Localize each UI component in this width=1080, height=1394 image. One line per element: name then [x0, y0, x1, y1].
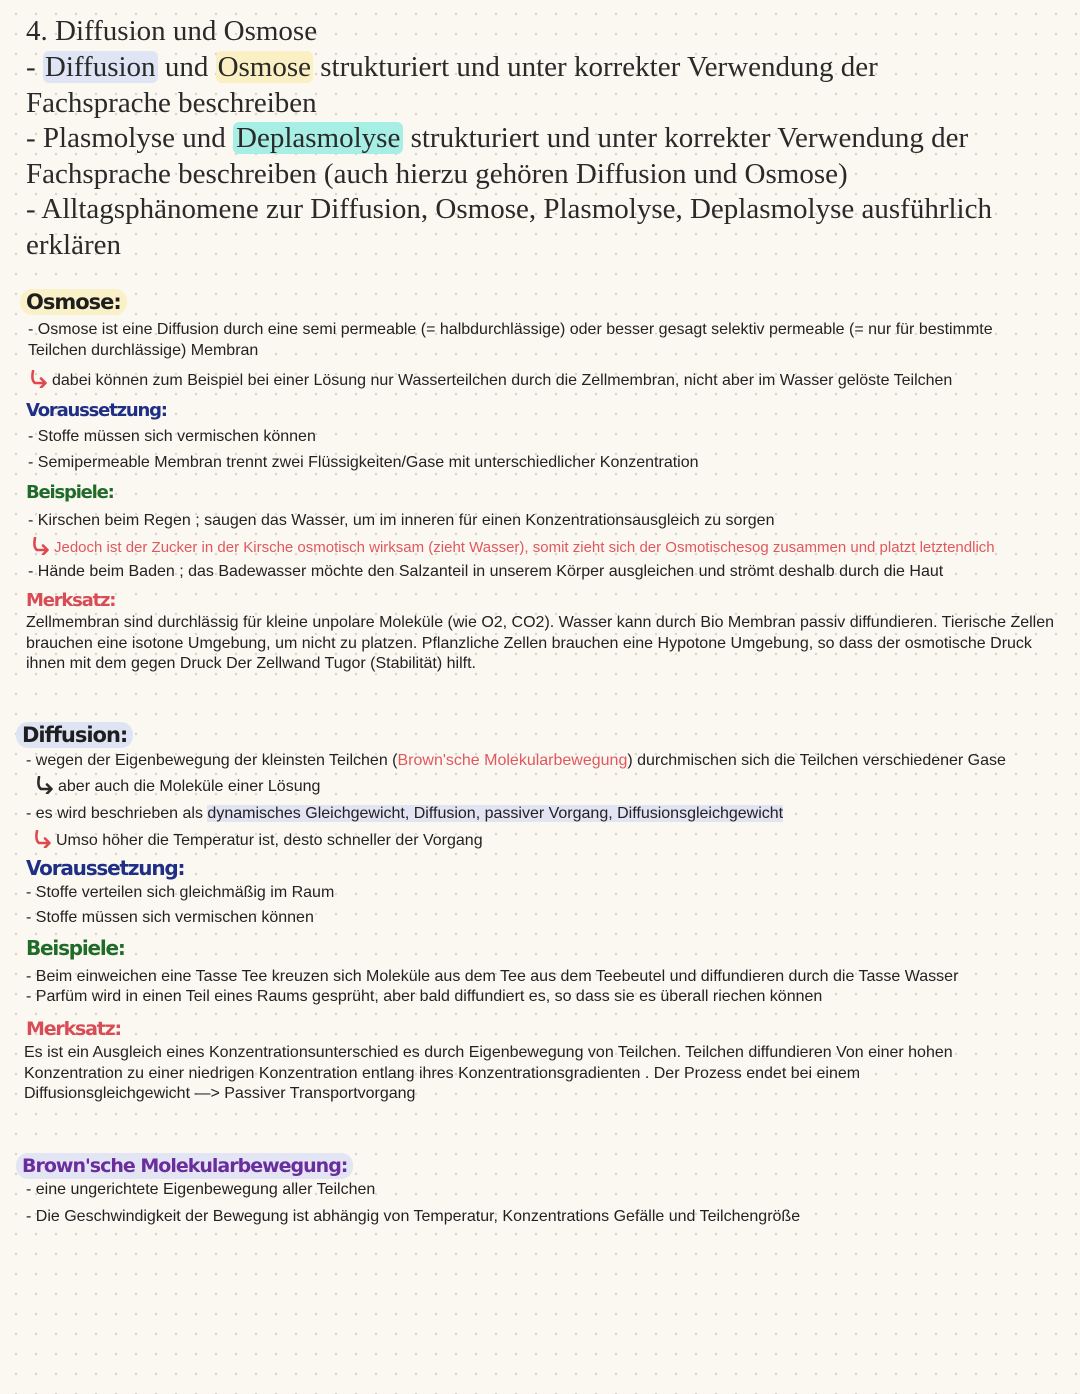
- osmose-voraussetzung-item: - Stoffe müssen sich vermischen können: [28, 428, 316, 445]
- diffusion-merksatz: Es ist ein Ausgleich eines Konzentrationsunterschied es durch Eigenbewegung von Teilchen. Teilchen diffundieren Von einer hohen Konzentration zu einer niedrigen Konzentration entlang ihres Konzentrationsgradienten . Der Prozess endet bei einem Diffusionsgleichgewicht —> Passiver Transportvorgang: [24, 1044, 953, 1102]
- osmose-definition-1: - Osmose ist eine Diffusion durch eine semi permeable (= halbdurchlässige) oder besser gesagt selektiv permeable (= nur für bestimmte: [28, 321, 993, 338]
- diffusion-definition-1: - wegen der Eigenbewegung der kleinsten Teilchen (Brown'sche Molekularbewegung) durchmischen sich die Teilchen verschiedener Gase: [26, 752, 1006, 769]
- osmose-merksatz: Zellmembran sind durchlässig für kleine unpolare Moleküle (wie O2, CO2). Wasser kann durch Bio Membran passiv diffundieren. Tierische Zellen brauchen eine isotone Umgebung, um nicht zu platzen. Pflanzliche Zellen brauchen eine Hypotone Umgebung, so dass der osmotische Druck ihnen mit dem gegen Druck Der Zellwand Tugor (Stabilität) hilft.: [26, 614, 1055, 672]
- osmose-beispiel-1: - Kirschen beim Regen ; saugen das Wasser, um im inneren für einen Konzentrationsausgleich zu sorgen: [28, 512, 775, 529]
- diffusion-beispiele-heading: Beispiele:: [26, 936, 125, 960]
- osmose-merksatz-heading: Merksatz:: [26, 590, 116, 611]
- diffusion-beispiel: - Beim einweichen eine Tasse Tee kreuzen sich Moleküle aus dem Tee aus dem Teebeutel und diffundieren durch die Tasse Wasser: [26, 968, 959, 985]
- arrow-icon: [30, 370, 48, 388]
- objective-line-3: - Plasmolyse und Deplasmolyse strukturiert und unter korrekter Verwendung der: [26, 122, 969, 154]
- objective-line-1: - Diffusion und Osmose strukturiert und unter korrekter Verwendung der: [26, 51, 878, 83]
- osmose-definition-2: Teilchen durchlässige) Membran: [28, 342, 259, 359]
- objective-line-6: erklären: [26, 229, 121, 261]
- arrow-icon: [36, 776, 54, 794]
- objective-line-2: Fachsprache beschreiben: [26, 87, 317, 119]
- arrow-icon: [32, 537, 50, 555]
- brown-item: - Die Geschwindigkeit der Bewegung ist abhängig von Temperatur, Konzentrations Gefälle und Teilchengröße: [26, 1208, 801, 1225]
- diffusion-heading: Diffusion:: [16, 722, 133, 748]
- diffusion-voraussetzung-item: - Stoffe verteilen sich gleichmäßig im Raum: [26, 884, 335, 901]
- objective-line-4: Fachsprache beschreiben (auch hierzu gehören Diffusion und Osmose): [26, 158, 848, 190]
- osmose-voraussetzung-heading: Voraussetzung:: [26, 400, 167, 421]
- brown-link-text: Brown'sche Molekularbewegung: [397, 752, 628, 769]
- diffusion-voraussetzung-heading: Voraussetzung:: [26, 856, 185, 880]
- brown-item: - eine ungerichtete Eigenbewegung aller Teilchen: [26, 1181, 376, 1198]
- osmose-beispiel-1-note: Jedoch ist der Zucker in der Kirsche osmotisch wirksam (zieht Wasser), somit zieht sich der Osmotischesog zusammen und platzt letztendlich: [32, 537, 995, 559]
- arrow-icon: [34, 830, 52, 848]
- osmose-arrow-note: dabei können zum Beispiel bei einer Lösung nur Wasserteilchen durch die Zellmembran, nicht aber im Wasser gelöste Teilchen: [30, 370, 952, 392]
- diffusion-beispiel: - Parfüm wird in einen Teil eines Raums gesprüht, aber bald diffundiert es, so dass sie es überall riechen können: [26, 988, 823, 1005]
- diffusion-voraussetzung-item: - Stoffe müssen sich vermischen können: [26, 909, 314, 926]
- highlight-osmose: Osmose: [217, 51, 312, 83]
- dash: -: [26, 51, 43, 83]
- diffusion-definition-1-note: aber auch die Moleküle einer Lösung: [36, 776, 320, 798]
- brown-heading: Brown'sche Molekularbewegung:: [16, 1153, 353, 1179]
- highlight-gleichgewicht: dynamisches Gleichgewicht, Diffusion, passiver Vorgang, Diffusionsgleichgewicht: [207, 805, 784, 822]
- osmose-beispiele-heading: Beispiele:: [26, 482, 114, 503]
- highlight-diffusion: Diffusion: [44, 51, 156, 83]
- objective-line-5: - Alltagsphänomene zur Diffusion, Osmose, Plasmolyse, Deplasmolyse ausführlich: [26, 193, 992, 225]
- diffusion-definition-2-note: Umso höher die Temperatur ist, desto schneller der Vorgang: [34, 830, 483, 852]
- osmose-beispiel-2: - Hände beim Baden ; das Badewasser möchte den Salzanteil in unserem Körper ausgleichen und strömt deshalb durch die Haut: [28, 563, 944, 580]
- highlight-deplasmolyse: Deplasmolyse: [233, 122, 403, 154]
- page-title: 4. Diffusion und Osmose: [26, 15, 318, 47]
- diffusion-merksatz-heading: Merksatz:: [26, 1018, 121, 1040]
- diffusion-definition-2: - es wird beschrieben als dynamisches Gleichgewicht, Diffusion, passiver Vorgang, Diffusionsgleichgewicht: [26, 805, 784, 822]
- osmose-heading: Osmose:: [20, 289, 127, 315]
- osmose-voraussetzung-item: - Semipermeable Membran trennt zwei Flüssigkeiten/Gase mit unterschiedlicher Konzentration: [28, 454, 699, 471]
